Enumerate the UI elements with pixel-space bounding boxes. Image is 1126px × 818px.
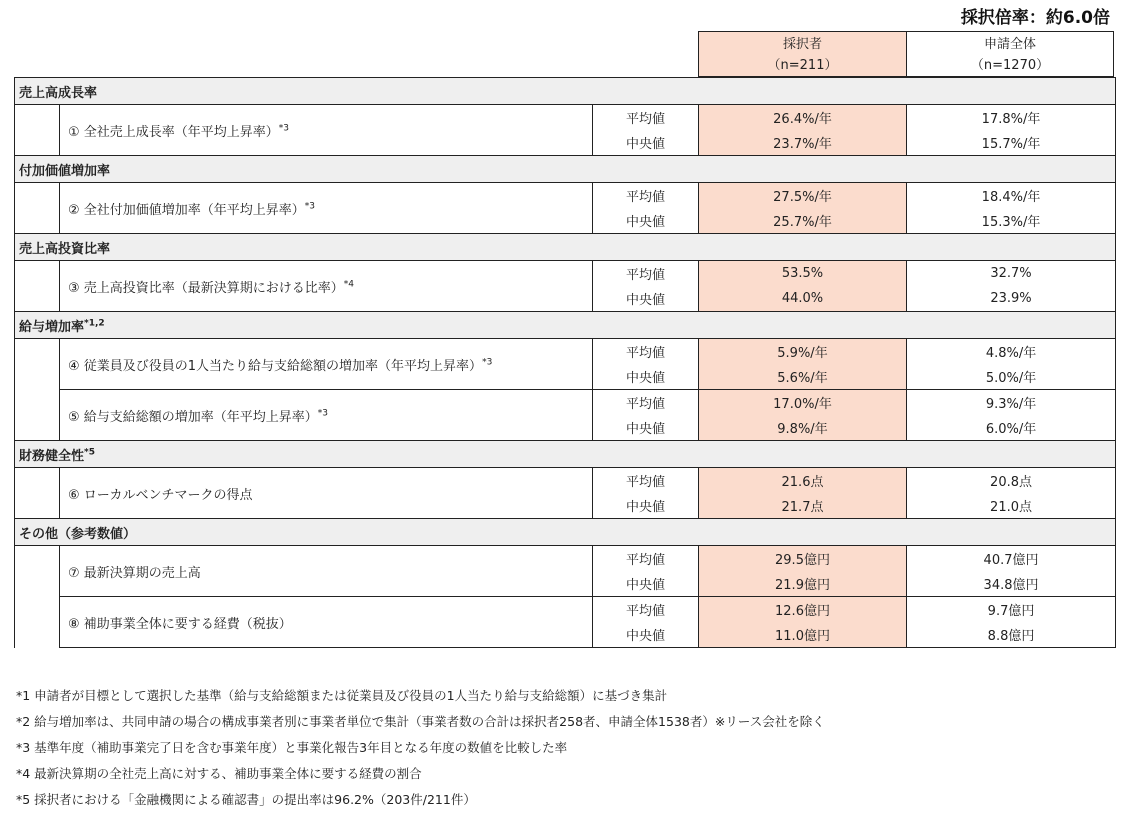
footnote: *3 基準年度（補助事業完了日を含む事業年度）と事業化報告3年目となる年度の数値を比較した率 [16, 740, 568, 755]
metric-label-cell [60, 183, 593, 234]
value-selected-mean: 27.5%/年 [699, 183, 907, 209]
value-selected-median: 44.0% [699, 286, 907, 312]
category-note: *1,2 [84, 318, 105, 329]
metric-row-mean [15, 261, 1116, 287]
indent-cell [15, 183, 60, 234]
metric-label: ⑤ 給与支給総額の増加率（年平均上昇率） [68, 409, 318, 425]
stat-label-mean: 平均値 [593, 390, 699, 416]
value-all-median: 5.0%/年 [907, 364, 1116, 390]
metric-label-cell [60, 261, 593, 312]
value-all-mean: 40.7億円 [907, 546, 1116, 572]
stat-label-median: 中央値 [593, 415, 699, 441]
category-row [15, 234, 1116, 261]
category-row [15, 312, 1116, 339]
value-all-median: 34.8億円 [907, 571, 1116, 597]
metric-row-mean [15, 468, 1116, 494]
indent-cell [15, 105, 60, 156]
value-all-mean: 9.7億円 [907, 597, 1116, 623]
value-selected-median: 21.9億円 [699, 571, 907, 597]
category-title [15, 234, 1116, 261]
value-selected-mean: 12.6億円 [699, 597, 907, 623]
category-label: 売上高投資比率 [19, 241, 111, 257]
value-all-median: 15.7%/年 [907, 130, 1116, 156]
value-selected-mean: 17.0%/年 [699, 390, 907, 416]
value-all-mean: 20.8点 [907, 468, 1116, 494]
value-all-mean: 4.8%/年 [907, 339, 1116, 365]
stat-label-median: 中央値 [593, 571, 699, 597]
column-header-selected [698, 31, 906, 77]
selection-ratio: 採択倍率：約6.0倍 [960, 8, 1110, 28]
category-row [15, 441, 1116, 468]
metric-note: *3 [317, 408, 329, 419]
value-selected-median: 25.7%/年 [699, 208, 907, 234]
stat-label-mean: 平均値 [593, 183, 699, 209]
metric-note: *3 [304, 201, 316, 212]
metric-row-mean [15, 105, 1116, 131]
value-all-median: 23.9% [907, 286, 1116, 312]
value-selected-median: 5.6%/年 [699, 364, 907, 390]
category-label: その他（参考数値） [19, 526, 137, 542]
metric-label: ① 全社売上成長率（年平均上昇率） [68, 124, 279, 140]
footnote: *5 採択者における「金融機関による確認書」の提出率は96.2%（203件/211件） [16, 792, 476, 807]
value-all-median: 6.0%/年 [907, 415, 1116, 441]
metric-label-cell [60, 597, 593, 648]
category-label: 財務健全性 [19, 448, 85, 464]
metric-note: *3 [482, 357, 493, 368]
indent-cell [15, 261, 60, 312]
column-header-all-title: 申請全体 [983, 37, 1036, 52]
category-row [15, 156, 1116, 183]
column-header-all-n: （n=1270） [970, 58, 1050, 73]
metric-row-mean [15, 183, 1116, 209]
value-selected-mean: 21.6点 [699, 468, 907, 494]
stat-label-median: 中央値 [593, 130, 699, 156]
value-all-mean: 9.3%/年 [907, 390, 1116, 416]
metric-label: ⑦ 最新決算期の売上高 [68, 565, 201, 581]
value-selected-mean: 53.5% [699, 261, 907, 287]
stat-label-mean: 平均値 [593, 261, 699, 287]
value-all-mean: 32.7% [907, 261, 1116, 287]
metric-row-mean [15, 339, 1116, 365]
column-header-selected-title: 採択者 [782, 37, 822, 52]
metric-row-mean [15, 597, 1116, 623]
metric-row-mean [15, 546, 1116, 572]
footnote: *2 給与増加率は、共同申請の場合の構成事業者別に事業者単位で集計（事業者数の合計は採択者258者、申請全体1538者）※リース会社を除く [16, 714, 825, 729]
category-label: 売上高成長率 [19, 85, 98, 101]
stat-label-mean: 平均値 [593, 105, 699, 131]
value-selected-mean: 26.4%/年 [699, 105, 907, 131]
stat-label-mean: 平均値 [593, 468, 699, 494]
stat-label-mean: 平均値 [593, 597, 699, 623]
column-header-selected-n: （n=211） [767, 58, 838, 73]
footnote: *1 申請者が目標として選択した基準（給与支給総額または従業員及び役員の1人当たり給与支給総額）に基づき集計 [16, 688, 668, 703]
stat-label-median: 中央値 [593, 364, 699, 390]
metric-label-cell [60, 105, 593, 156]
stat-label-median: 中央値 [593, 493, 699, 519]
metric-label-cell [60, 468, 593, 519]
metric-label: ⑧ 補助事業全体に要する経費（税抜） [68, 616, 292, 632]
category-label: 給与増加率 [19, 319, 85, 335]
stat-label-mean: 平均値 [593, 339, 699, 365]
category-title [15, 78, 1116, 105]
category-title [15, 156, 1116, 183]
value-all-median: 15.3%/年 [907, 208, 1116, 234]
indent-cell [15, 339, 60, 441]
metric-label: ③ 売上高投資比率（最新決算期における比率） [68, 280, 344, 296]
value-all-mean: 18.4%/年 [907, 183, 1116, 209]
footnotes [16, 683, 825, 813]
stat-label-median: 中央値 [593, 208, 699, 234]
value-selected-median: 23.7%/年 [699, 130, 907, 156]
metric-note: *4 [343, 279, 355, 290]
value-selected-mean: 5.9%/年 [699, 339, 907, 365]
metric-label-cell [60, 339, 593, 390]
category-row [15, 78, 1116, 105]
indent-cell [15, 468, 60, 519]
category-title [15, 441, 1116, 468]
metric-label-cell [60, 390, 593, 441]
stat-label-mean: 平均値 [593, 546, 699, 572]
value-all-median: 8.8億円 [907, 622, 1116, 648]
stat-label-median: 中央値 [593, 622, 699, 648]
category-label: 付加価値増加率 [19, 163, 111, 179]
metric-label: ② 全社付加価値増加率（年平均上昇率） [68, 202, 305, 218]
value-selected-median: 21.7点 [699, 493, 907, 519]
results-table [14, 77, 1116, 648]
category-note: *5 [84, 447, 95, 458]
value-selected-mean: 29.5億円 [699, 546, 907, 572]
category-title [15, 312, 1116, 339]
footnote: *4 最新決算期の全社売上高に対する、補助事業全体に要する経費の割合 [16, 766, 422, 781]
value-all-median: 21.0点 [907, 493, 1116, 519]
indent-cell [15, 546, 60, 648]
metric-label-cell [60, 546, 593, 597]
stat-label-median: 中央値 [593, 286, 699, 312]
metric-row-mean [15, 390, 1116, 416]
category-row [15, 519, 1116, 546]
metric-note: *3 [278, 123, 290, 134]
column-header-all [906, 31, 1114, 77]
category-title [15, 519, 1116, 546]
value-selected-median: 9.8%/年 [699, 415, 907, 441]
metric-label: ④ 従業員及び役員の1人当たり給与支給総額の増加率（年平均上昇率） [68, 358, 483, 374]
value-selected-median: 11.0億円 [699, 622, 907, 648]
value-all-mean: 17.8%/年 [907, 105, 1116, 131]
metric-label: ⑥ ローカルベンチマークの得点 [68, 487, 253, 503]
